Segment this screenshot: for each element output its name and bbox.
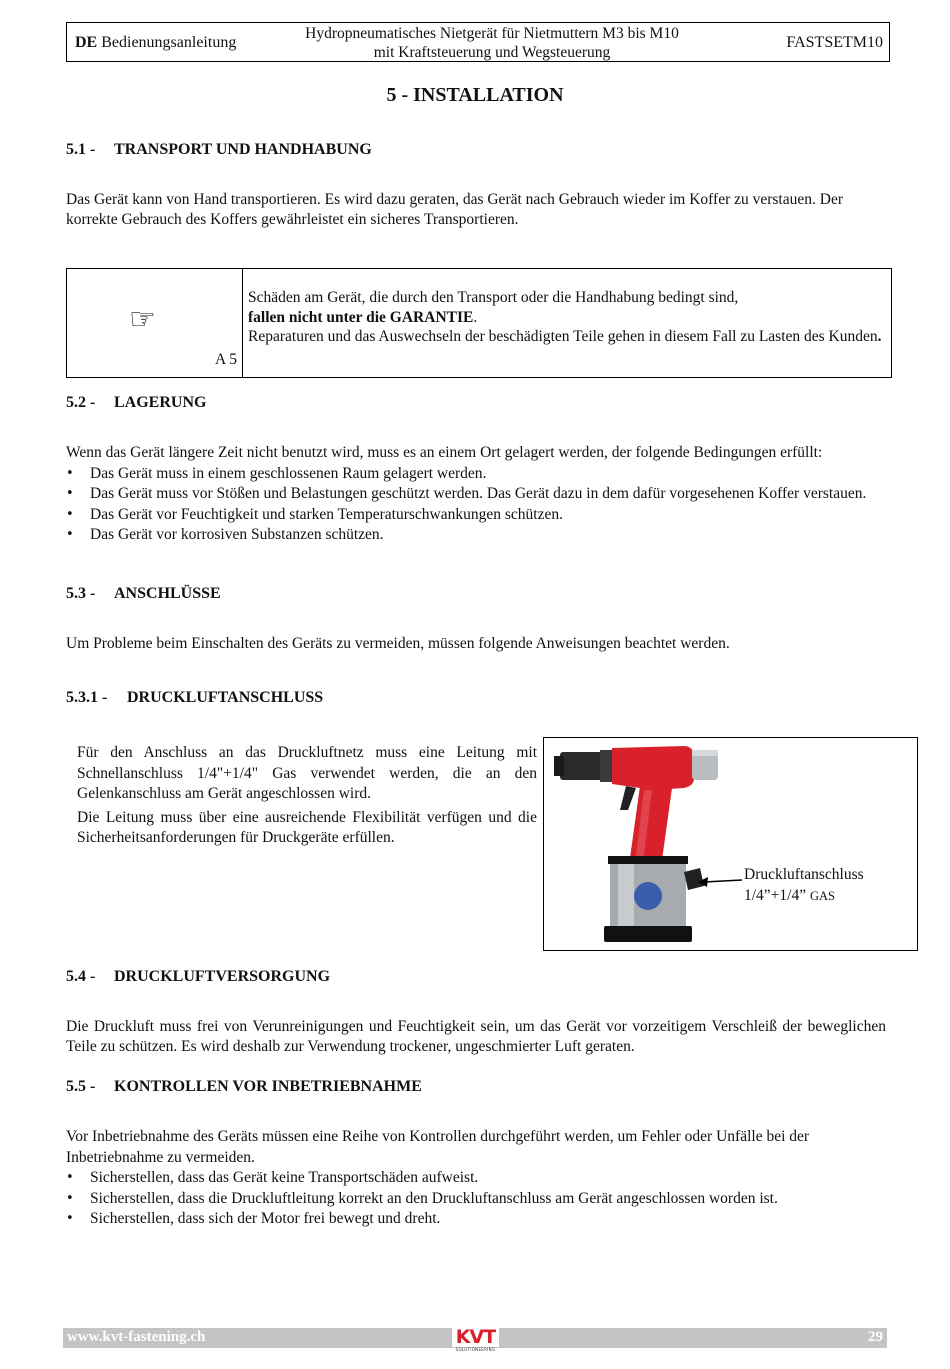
notice-reference: A 5 xyxy=(215,351,237,368)
notice-line3 xyxy=(248,327,884,347)
section-number: 5.1 - xyxy=(66,141,96,158)
header-title xyxy=(267,24,717,62)
list-item: • Sicherstellen, dass das Gerät keine Transportschäden aufweist. xyxy=(66,1168,886,1189)
riveting-tool-illustration xyxy=(544,738,744,950)
section-title: LAGERUNG xyxy=(114,394,207,411)
section-number: 5.4 - xyxy=(66,968,96,985)
section-5-2-body xyxy=(66,443,886,546)
notice-warranty-bold: fallen nicht unter die GARANTIE xyxy=(248,308,474,326)
notice-icon-cell xyxy=(67,269,243,377)
list-item: • Das Gerät muss vor Stößen und Belastungen geschützt werden. Das Gerät dazu in dem dafür vorgesehenen Koffer verstauen. xyxy=(66,484,886,505)
section-number: 5.2 - xyxy=(66,394,96,411)
caption-line1: Druckluftanschluss xyxy=(744,866,864,883)
header-title-line1: Hydropneumatisches Nietgerät für Nietmuttern M3 bis M10 xyxy=(305,25,679,42)
section-5-5-body xyxy=(66,1127,886,1230)
section-5-3-text: Um Probleme beim Einschalten des Geräts zu vermeiden, müssen folgende Anweisungen beachtet werden. xyxy=(66,635,730,652)
section-title: TRANSPORT UND HANDHABUNG xyxy=(114,141,372,158)
pointing-hand-icon: ☞ xyxy=(129,302,156,337)
list-item: • Sicherstellen, dass sich der Motor frei bewegt und dreht. xyxy=(66,1209,886,1230)
list-item: • Das Gerät vor Feuchtigkeit und starken Temperaturschwankungen schützen. xyxy=(66,505,886,526)
footer-url-link[interactable]: www.kvt-fastening.ch xyxy=(67,1329,206,1345)
warranty-notice-box xyxy=(66,268,892,378)
storage-conditions-list xyxy=(66,464,886,546)
section-number: 5.3.1 - xyxy=(66,689,108,706)
section-heading-5-3-1 xyxy=(66,689,323,707)
header-model: FASTSETM10 xyxy=(786,34,883,51)
header-doc-type: Bedienungsanleitung xyxy=(101,34,237,51)
header-title-line2: mit Kraftsteuerung und Wegsteuerung xyxy=(373,44,611,61)
pointer-arrow xyxy=(696,872,744,892)
caption-size: 1/4”+1/4” xyxy=(744,887,807,904)
section-number: 5.3 - xyxy=(66,585,96,602)
caption-gas: GAS xyxy=(810,889,836,903)
section-title: DRUCKLUFTANSCHLUSS xyxy=(127,689,324,706)
section-5-3-1-text xyxy=(77,743,537,852)
page-number: 29 xyxy=(868,1329,883,1345)
list-item: • Sicherstellen, dass die Druckluftleitung korrekt an den Druckluftanschluss am Gerät angeschlossen worden ist. xyxy=(66,1189,886,1210)
notice-line2 xyxy=(248,308,884,328)
section-heading-5-5 xyxy=(66,1078,422,1096)
notice-text xyxy=(248,288,884,347)
air-connection-paragraph: Für den Anschluss an das Druckluftnetz muss eine Leitung mit Schnellanschluss 1/4"+1/4" Gas verwendet werden, die an den Gelenkanschluss am Gerät angeschlossen wird. xyxy=(77,744,537,802)
list-item: • Das Gerät muss in einem geschlossenen Raum gelagert werden. xyxy=(66,464,886,485)
section-title: ANSCHLÜSSE xyxy=(114,585,221,602)
section-heading-5-3 xyxy=(66,585,221,603)
logo-subtitle: SOLUTIONEERING xyxy=(455,1347,496,1352)
section-5-2-intro: Wenn das Gerät längere Zeit nicht benutzt wird, muss es an einem Ort gelagert werden, der folgende Bedingungen erfüllt: xyxy=(66,444,823,461)
hose-requirement-paragraph: Die Leitung muss über eine ausreichende Flexibilität verfügen und die Sicherheitsanforderungen für Druckgeräte erfüllen. xyxy=(77,808,537,846)
section-heading-5-1 xyxy=(66,141,372,159)
page-header xyxy=(66,22,890,62)
notice-line3-text: Reparaturen und das Auswechseln der beschädigten Teile gehen in diesem Fall zu Lasten des Kunden xyxy=(248,328,878,345)
figure-caption xyxy=(744,864,864,907)
logo-text: KVT xyxy=(452,1327,499,1347)
section-heading-5-4 xyxy=(66,968,330,986)
section-5-5-intro: Vor Inbetriebnahme des Geräts müssen eine Reihe von Kontrollen durchgeführt werden, um Fehler oder Unfälle bei der Inbetriebnahme zu vermeiden. xyxy=(66,1128,810,1166)
section-title: KONTROLLEN VOR INBETRIEBNAHME xyxy=(114,1078,422,1095)
caption-line2 xyxy=(744,885,864,907)
header-left xyxy=(75,34,236,52)
list-item: • Das Gerät vor korrosiven Substanzen schützen. xyxy=(66,525,886,546)
section-title: DRUCKLUFTVERSORGUNG xyxy=(114,968,331,985)
chapter-title: 5 - INSTALLATION xyxy=(386,84,564,106)
section-5-1-text: Das Gerät kann von Hand transportieren. Es wird dazu geraten, das Gerät nach Gebrauch wieder im Koffer zu verstauen. Der korrekte Gebrauch des Koffers gewährleistet ein sicheres Transportieren. xyxy=(66,191,843,228)
pre-start-checks-list xyxy=(66,1168,886,1230)
kvt-logo xyxy=(452,1327,499,1361)
header-lang-code: DE xyxy=(75,34,98,51)
section-heading-5-2 xyxy=(66,394,206,412)
notice-line3-end: . xyxy=(877,328,882,345)
section-5-4-text: Die Druckluft muss frei von Verunreinigungen und Feuchtigkeit sein, um das Gerät vor vorzeitigem Verschleiß der beweglichen Teile zu schützen. Es wird deshalb zur Verwendung trockener, ungeschmierter Luft geraten. xyxy=(66,1018,886,1055)
section-number: 5.5 - xyxy=(66,1078,96,1095)
notice-line2-end: . xyxy=(473,308,478,326)
tool-figure xyxy=(543,737,918,951)
notice-line1: Schäden am Gerät, die durch den Transport oder die Handhabung bedingt sind, xyxy=(248,289,739,306)
